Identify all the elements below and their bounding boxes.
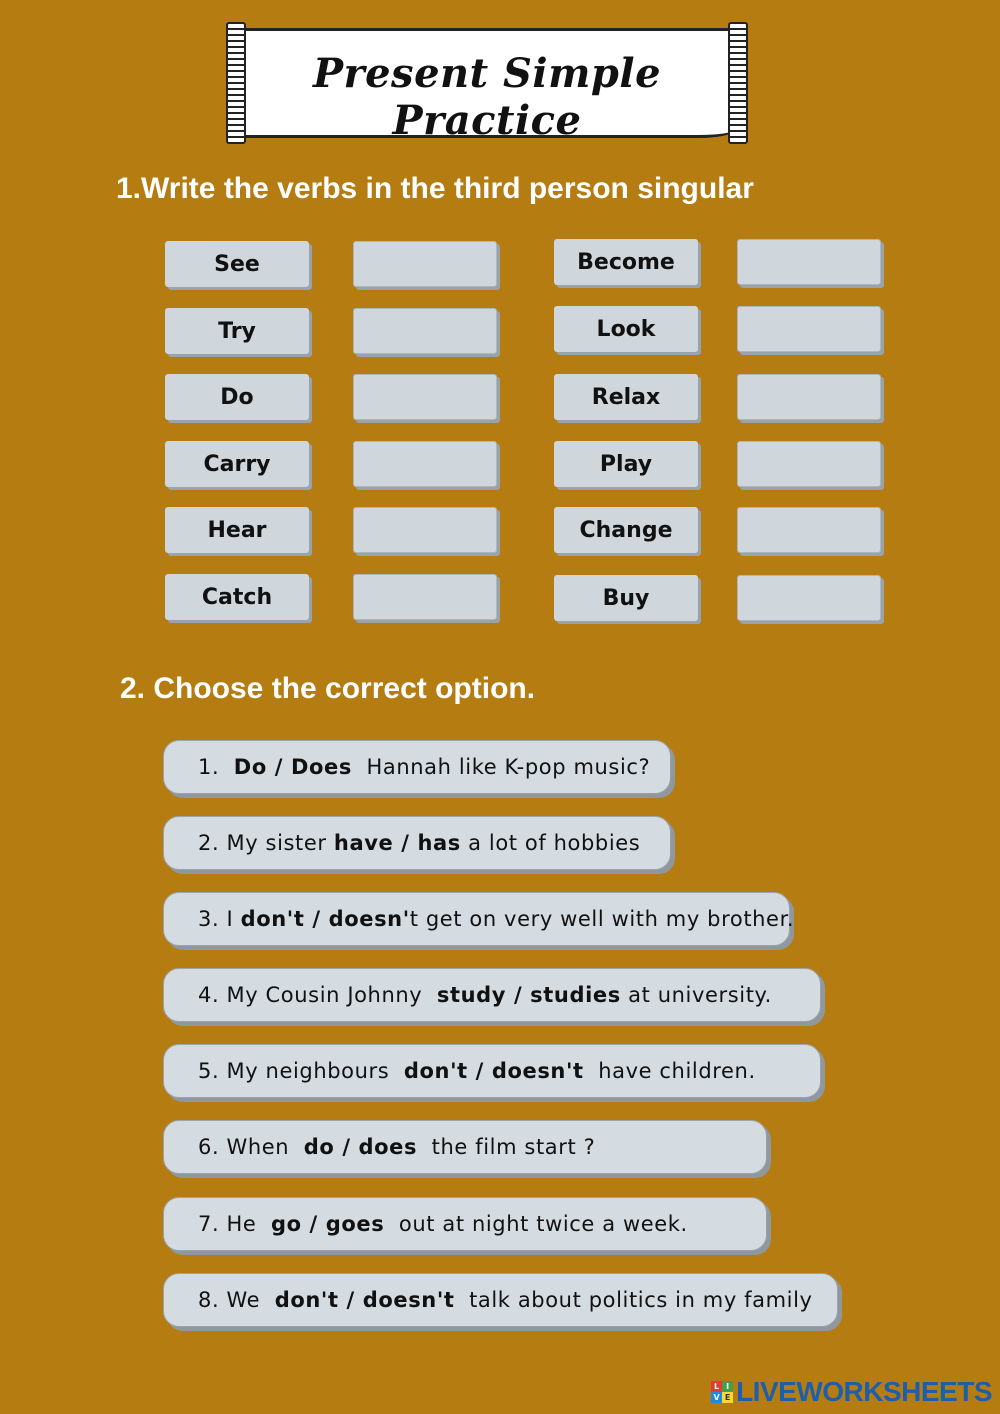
answer-input[interactable] (737, 507, 881, 553)
option-item[interactable] (163, 1273, 838, 1327)
option-text: 6. When (198, 1135, 304, 1159)
verb-label: See (165, 241, 309, 287)
option-item[interactable] (163, 1044, 821, 1098)
option-item[interactable] (163, 740, 671, 794)
option-text: 4. My Cousin Johnny (198, 983, 437, 1007)
option-choice[interactable]: go / goes (270, 1212, 385, 1236)
option-choice[interactable]: Do / Does (233, 755, 352, 779)
answer-input[interactable] (353, 374, 497, 420)
verb-label: Change (554, 507, 698, 553)
logo-mark-letter: V (711, 1392, 722, 1403)
verb-label: Play (554, 441, 698, 487)
option-choice[interactable]: don't / doesn' (240, 907, 410, 931)
option-text: talk about politics in my family (454, 1288, 813, 1312)
option-text: 7. He (198, 1212, 271, 1236)
option-text: 5. My neighbours (198, 1059, 404, 1083)
option-choice[interactable]: study / studies (436, 983, 621, 1007)
answer-input[interactable] (353, 441, 497, 487)
logo-mark-letter: E (722, 1392, 733, 1403)
answer-input[interactable] (737, 374, 881, 420)
answer-input[interactable] (737, 239, 881, 285)
section2-heading: 2. Choose the correct option. (120, 672, 536, 705)
answer-input[interactable] (353, 308, 497, 354)
answer-input[interactable] (737, 441, 881, 487)
verb-label: Carry (165, 441, 309, 487)
option-item[interactable] (163, 1197, 767, 1251)
option-item[interactable] (163, 1120, 767, 1174)
section1-heading: 1.Write the verbs in the third person singular (116, 172, 754, 205)
option-choice[interactable]: don't / doesn't (274, 1288, 455, 1312)
liveworksheets-logo (711, 1376, 992, 1408)
answer-input[interactable] (353, 241, 497, 287)
option-text: at university. (620, 983, 772, 1007)
option-item[interactable] (163, 892, 795, 946)
logo-text: LIVEWORKSHEETS (736, 1376, 992, 1407)
answer-input[interactable] (737, 306, 881, 352)
verb-label: Hear (165, 507, 309, 553)
option-text: a lot of hobbies (460, 831, 641, 855)
scroll-end-right (728, 22, 748, 144)
option-choice[interactable]: don't / doesn't (403, 1059, 584, 1083)
answer-input[interactable] (737, 575, 881, 621)
scroll-end-left (226, 22, 246, 144)
option-item[interactable] (163, 816, 671, 870)
verb-label: Buy (554, 575, 698, 621)
answer-input[interactable] (353, 574, 497, 620)
option-text: 8. We (198, 1288, 275, 1312)
option-text: 1. (198, 755, 234, 779)
option-text: 2. My sister (198, 831, 334, 855)
verb-label: Relax (554, 374, 698, 420)
logo-mark-letter: L (711, 1381, 722, 1392)
verb-label: Try (165, 308, 309, 354)
verb-label: Do (165, 374, 309, 420)
verb-label: Become (554, 239, 698, 285)
option-text: have children. (583, 1059, 756, 1083)
option-text: out at night twice a week. (384, 1212, 688, 1236)
logo-mark-icon (711, 1381, 733, 1403)
page-title: Present Simple Practice (312, 50, 662, 144)
option-text: Hannah like K-pop music? (351, 755, 651, 779)
verb-label: Catch (165, 574, 309, 620)
title-banner (222, 22, 752, 142)
option-text: the film start ? (417, 1135, 596, 1159)
verb-label: Look (554, 306, 698, 352)
answer-input[interactable] (353, 507, 497, 553)
option-choice[interactable]: do / does (303, 1135, 418, 1159)
option-item[interactable] (163, 968, 821, 1022)
option-choice[interactable]: have / has (333, 831, 461, 855)
logo-mark-letter: I (722, 1381, 733, 1392)
option-text: 3. I (198, 907, 241, 931)
option-text: t get on very well with my brother. (409, 907, 795, 931)
